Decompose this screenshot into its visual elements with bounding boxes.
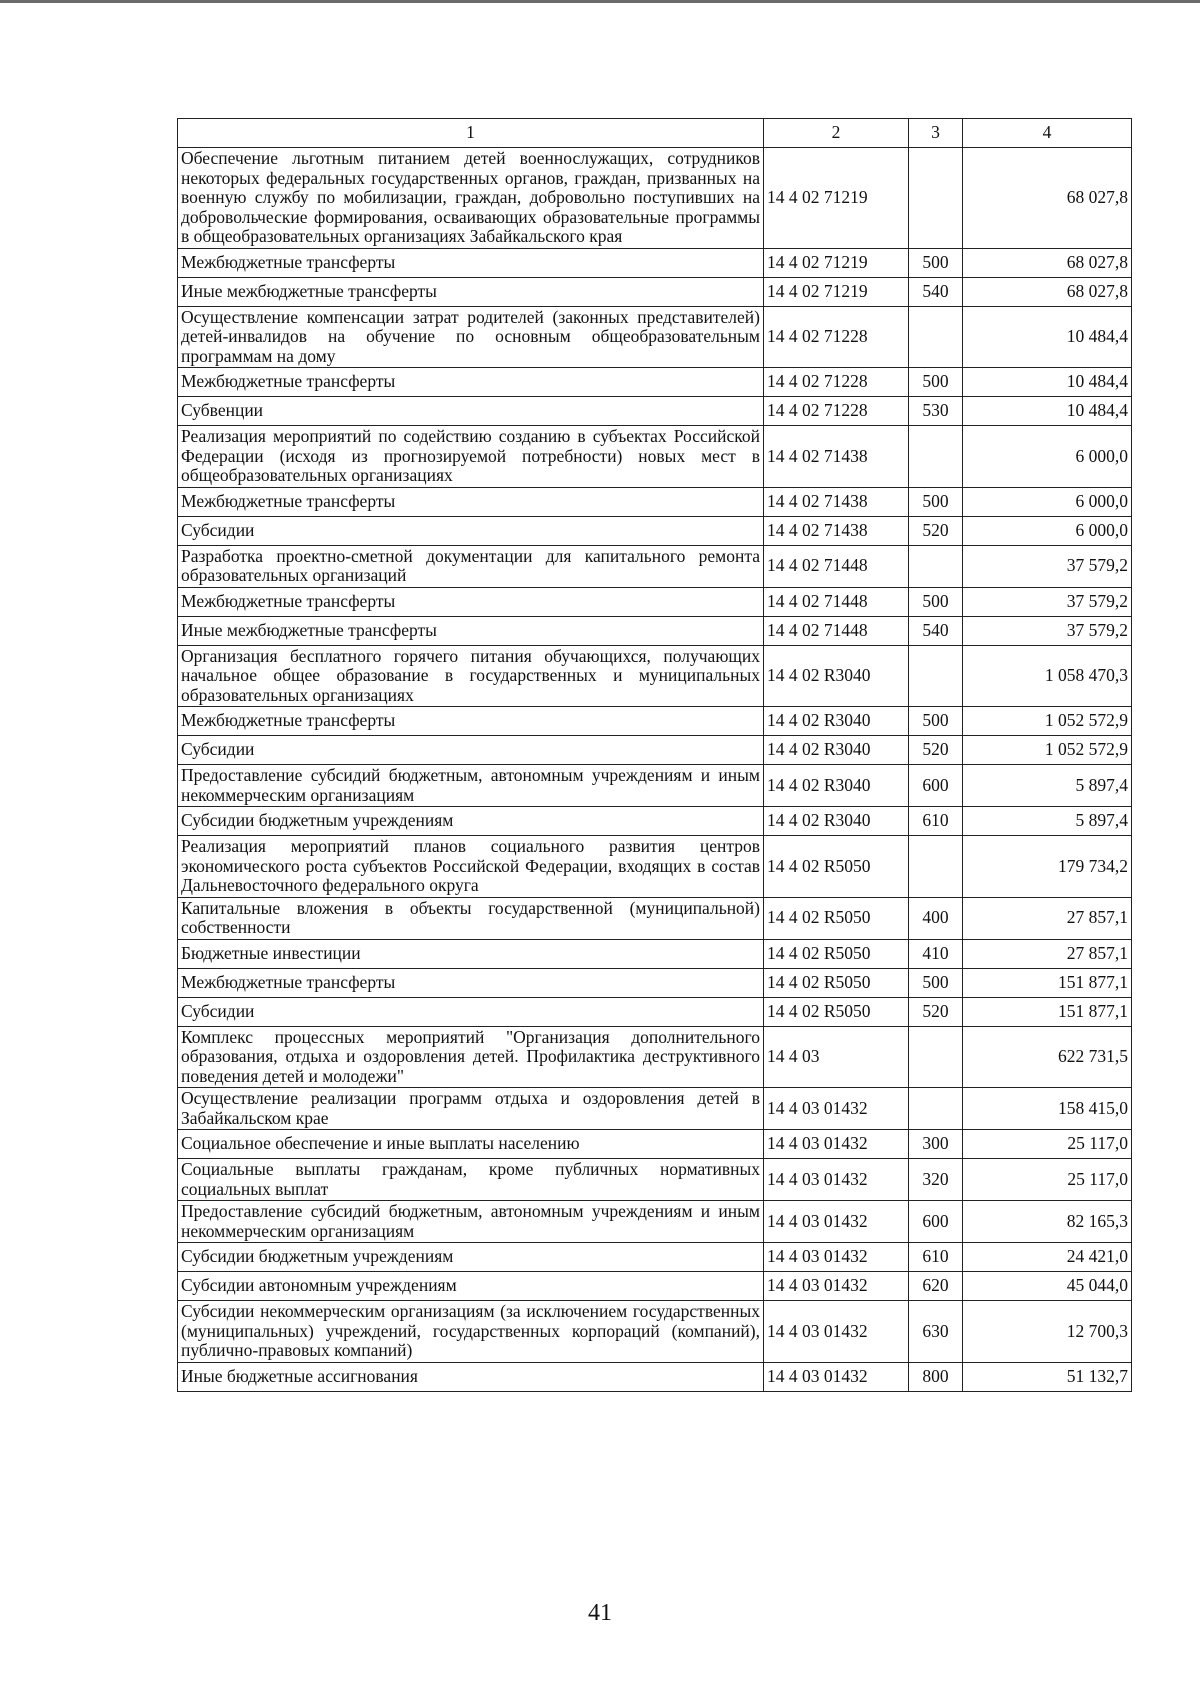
row-sum-cell: 51 132,7 [963, 1362, 1132, 1391]
row-name-cell: Комплекс процессных мероприятий "Организация дополнительного образования, отдыха и оздоровления детей. Профилактика деструктивного поведения детей и молодежи" [178, 1026, 764, 1088]
row-name-cell: Капитальные вложения в объекты государственной (муниципальной) собственности [178, 897, 764, 939]
row-code-cell: 14 4 03 01432 [764, 1301, 909, 1363]
row-name-cell: Обеспечение льготным питанием детей военнослужащих, сотрудников некоторых федеральных государственных органов, граждан, призванных на военную службу по мобилизации, граждан, добровольно поступивших на добровольческие формирования, осваивающих образовательные программы в общеобразовательных организациях Забайкальского края [178, 148, 764, 249]
table-row [178, 1243, 1132, 1272]
row-name-cell: Бюджетные инвестиции [178, 939, 764, 968]
row-code-cell: 14 4 02 71228 [764, 368, 909, 397]
page-number: 41 [588, 1600, 612, 1626]
row-name-cell: Иные бюджетные ассигнования [178, 1362, 764, 1391]
row-code-cell: 14 4 02 R3040 [764, 736, 909, 765]
row-sum-cell: 68 027,8 [963, 148, 1132, 249]
row-code-cell: 14 4 02 71438 [764, 487, 909, 516]
row-sum-cell: 1 058 470,3 [963, 645, 1132, 707]
table-row [178, 897, 1132, 939]
table-row [178, 277, 1132, 306]
header-col-3: 3 [909, 119, 963, 148]
row-code-cell: 14 4 02 71448 [764, 587, 909, 616]
row-name-cell: Межбюджетные трансферты [178, 487, 764, 516]
row-type-cell [909, 836, 963, 898]
row-code-cell: 14 4 02 R3040 [764, 807, 909, 836]
row-sum-cell: 27 857,1 [963, 897, 1132, 939]
header-col-4: 4 [963, 119, 1132, 148]
row-sum-cell: 1 052 572,9 [963, 707, 1132, 736]
row-code-cell: 14 4 02 71448 [764, 545, 909, 587]
row-sum-cell: 37 579,2 [963, 545, 1132, 587]
table-row [178, 707, 1132, 736]
row-name-cell: Разработка проектно-сметной документации для капитального ремонта образовательных организаций [178, 545, 764, 587]
row-code-cell: 14 4 03 01432 [764, 1201, 909, 1243]
table-row [178, 1026, 1132, 1088]
row-sum-cell: 12 700,3 [963, 1301, 1132, 1363]
row-name-cell: Субсидии бюджетным учреждениям [178, 1243, 764, 1272]
row-type-cell [909, 545, 963, 587]
row-name-cell: Иные межбюджетные трансферты [178, 277, 764, 306]
table-row [178, 968, 1132, 997]
row-name-cell: Осуществление компенсации затрат родителей (законных представителей) детей-инвалидов на обучение по основным общеобразовательным программам на дому [178, 306, 764, 368]
row-code-cell: 14 4 02 R3040 [764, 645, 909, 707]
budget-table [177, 118, 1132, 1392]
row-name-cell: Предоставление субсидий бюджетным, автономным учреждениям и иным некоммерческим организациям [178, 1201, 764, 1243]
table-row [178, 765, 1132, 807]
row-sum-cell: 37 579,2 [963, 616, 1132, 645]
row-type-cell: 540 [909, 616, 963, 645]
row-name-cell: Межбюджетные трансферты [178, 248, 764, 277]
row-type-cell: 610 [909, 807, 963, 836]
row-code-cell: 14 4 03 01432 [764, 1362, 909, 1391]
table-row [178, 148, 1132, 249]
row-code-cell: 14 4 02 71219 [764, 277, 909, 306]
row-name-cell: Субсидии бюджетным учреждениям [178, 807, 764, 836]
row-sum-cell: 68 027,8 [963, 277, 1132, 306]
row-sum-cell: 6 000,0 [963, 516, 1132, 545]
row-name-cell: Реализация мероприятий планов социального развития центров экономического роста субъектов Российской Федерации, входящих в состав Дальневосточного федерального округа [178, 836, 764, 898]
row-code-cell: 14 4 02 R5050 [764, 997, 909, 1026]
row-type-cell: 530 [909, 397, 963, 426]
table-header-row [178, 119, 1132, 148]
header-col-1: 1 [178, 119, 764, 148]
row-name-cell: Реализация мероприятий по содействию созданию в субъектах Российской Федерации (исходя из прогнозируемой потребности) новых мест в общеобразовательных организациях [178, 426, 764, 488]
table-row [178, 1201, 1132, 1243]
table-row [178, 997, 1132, 1026]
row-type-cell: 500 [909, 248, 963, 277]
row-name-cell: Межбюджетные трансферты [178, 968, 764, 997]
row-sum-cell: 25 117,0 [963, 1130, 1132, 1159]
row-type-cell: 500 [909, 707, 963, 736]
table-row [178, 736, 1132, 765]
table-row [178, 1159, 1132, 1201]
table-row [178, 645, 1132, 707]
table-row [178, 1301, 1132, 1363]
row-code-cell: 14 4 02 71219 [764, 248, 909, 277]
row-code-cell: 14 4 03 01432 [764, 1088, 909, 1130]
table-row [178, 939, 1132, 968]
row-sum-cell: 37 579,2 [963, 587, 1132, 616]
row-name-cell: Межбюджетные трансферты [178, 587, 764, 616]
row-type-cell: 520 [909, 516, 963, 545]
row-code-cell: 14 4 03 01432 [764, 1159, 909, 1201]
row-code-cell: 14 4 02 71448 [764, 616, 909, 645]
row-type-cell: 520 [909, 736, 963, 765]
row-sum-cell: 10 484,4 [963, 397, 1132, 426]
row-name-cell: Межбюджетные трансферты [178, 707, 764, 736]
row-sum-cell: 24 421,0 [963, 1243, 1132, 1272]
table-row [178, 487, 1132, 516]
row-name-cell: Субсидии [178, 997, 764, 1026]
row-name-cell: Межбюджетные трансферты [178, 368, 764, 397]
row-name-cell: Предоставление субсидий бюджетным, автономным учреждениям и иным некоммерческим организациям [178, 765, 764, 807]
row-code-cell: 14 4 02 71219 [764, 148, 909, 249]
table-row [178, 516, 1132, 545]
row-type-cell: 620 [909, 1272, 963, 1301]
table-row [178, 426, 1132, 488]
row-type-cell: 540 [909, 277, 963, 306]
row-sum-cell: 5 897,4 [963, 807, 1132, 836]
row-type-cell [909, 426, 963, 488]
table-row [178, 1088, 1132, 1130]
row-name-cell: Субвенции [178, 397, 764, 426]
row-code-cell: 14 4 02 71438 [764, 516, 909, 545]
row-type-cell: 400 [909, 897, 963, 939]
row-name-cell: Организация бесплатного горячего питания обучающихся, получающих начальное общее образование в государственных и муниципальных образовательных организациях [178, 645, 764, 707]
table-row [178, 397, 1132, 426]
row-code-cell: 14 4 02 R5050 [764, 968, 909, 997]
table-row [178, 836, 1132, 898]
row-sum-cell: 5 897,4 [963, 765, 1132, 807]
row-sum-cell: 151 877,1 [963, 968, 1132, 997]
row-type-cell [909, 148, 963, 249]
table-row [178, 616, 1132, 645]
row-name-cell: Иные межбюджетные трансферты [178, 616, 764, 645]
row-type-cell: 320 [909, 1159, 963, 1201]
header-col-2: 2 [764, 119, 909, 148]
row-type-cell [909, 306, 963, 368]
row-name-cell: Субсидии автономным учреждениям [178, 1272, 764, 1301]
row-type-cell: 500 [909, 487, 963, 516]
row-type-cell: 520 [909, 997, 963, 1026]
table-row [178, 545, 1132, 587]
table-row [178, 306, 1132, 368]
row-sum-cell: 25 117,0 [963, 1159, 1132, 1201]
row-type-cell [909, 645, 963, 707]
row-code-cell: 14 4 02 R3040 [764, 765, 909, 807]
row-sum-cell: 10 484,4 [963, 368, 1132, 397]
row-code-cell: 14 4 02 71228 [764, 397, 909, 426]
table-body [178, 119, 1132, 1392]
row-name-cell: Социальное обеспечение и иные выплаты населению [178, 1130, 764, 1159]
row-sum-cell: 1 052 572,9 [963, 736, 1132, 765]
row-code-cell: 14 4 03 [764, 1026, 909, 1088]
table-row [178, 1362, 1132, 1391]
row-code-cell: 14 4 03 01432 [764, 1272, 909, 1301]
row-sum-cell: 6 000,0 [963, 426, 1132, 488]
row-sum-cell: 68 027,8 [963, 248, 1132, 277]
row-sum-cell: 27 857,1 [963, 939, 1132, 968]
table-row [178, 587, 1132, 616]
row-code-cell: 14 4 02 R5050 [764, 897, 909, 939]
row-name-cell: Субсидии [178, 736, 764, 765]
row-type-cell: 500 [909, 587, 963, 616]
row-type-cell [909, 1088, 963, 1130]
row-sum-cell: 158 415,0 [963, 1088, 1132, 1130]
row-type-cell: 500 [909, 968, 963, 997]
row-type-cell: 300 [909, 1130, 963, 1159]
row-code-cell: 14 4 02 R5050 [764, 939, 909, 968]
row-name-cell: Субсидии [178, 516, 764, 545]
row-sum-cell: 45 044,0 [963, 1272, 1132, 1301]
row-name-cell: Социальные выплаты гражданам, кроме публичных нормативных социальных выплат [178, 1159, 764, 1201]
row-type-cell: 600 [909, 765, 963, 807]
row-code-cell: 14 4 02 71438 [764, 426, 909, 488]
row-type-cell: 630 [909, 1301, 963, 1363]
table-row [178, 1130, 1132, 1159]
table-row [178, 1272, 1132, 1301]
row-name-cell: Субсидии некоммерческим организациям (за исключением государственных (муниципальных) учреждений, государственных корпораций (компаний), публично-правовых компаний) [178, 1301, 764, 1363]
row-type-cell: 410 [909, 939, 963, 968]
row-sum-cell: 10 484,4 [963, 306, 1132, 368]
row-code-cell: 14 4 02 R5050 [764, 836, 909, 898]
row-type-cell: 600 [909, 1201, 963, 1243]
row-name-cell: Осуществление реализации программ отдыха и оздоровления детей в Забайкальском крае [178, 1088, 764, 1130]
row-code-cell: 14 4 02 R3040 [764, 707, 909, 736]
row-code-cell: 14 4 03 01432 [764, 1130, 909, 1159]
row-code-cell: 14 4 02 71228 [764, 306, 909, 368]
row-type-cell: 610 [909, 1243, 963, 1272]
row-type-cell [909, 1026, 963, 1088]
page-top-edge [0, 0, 1200, 3]
table-row [178, 807, 1132, 836]
row-sum-cell: 622 731,5 [963, 1026, 1132, 1088]
row-code-cell: 14 4 03 01432 [764, 1243, 909, 1272]
row-sum-cell: 82 165,3 [963, 1201, 1132, 1243]
table-row [178, 248, 1132, 277]
row-sum-cell: 151 877,1 [963, 997, 1132, 1026]
row-sum-cell: 6 000,0 [963, 487, 1132, 516]
row-type-cell: 500 [909, 368, 963, 397]
table-row [178, 368, 1132, 397]
row-type-cell: 800 [909, 1362, 963, 1391]
row-sum-cell: 179 734,2 [963, 836, 1132, 898]
